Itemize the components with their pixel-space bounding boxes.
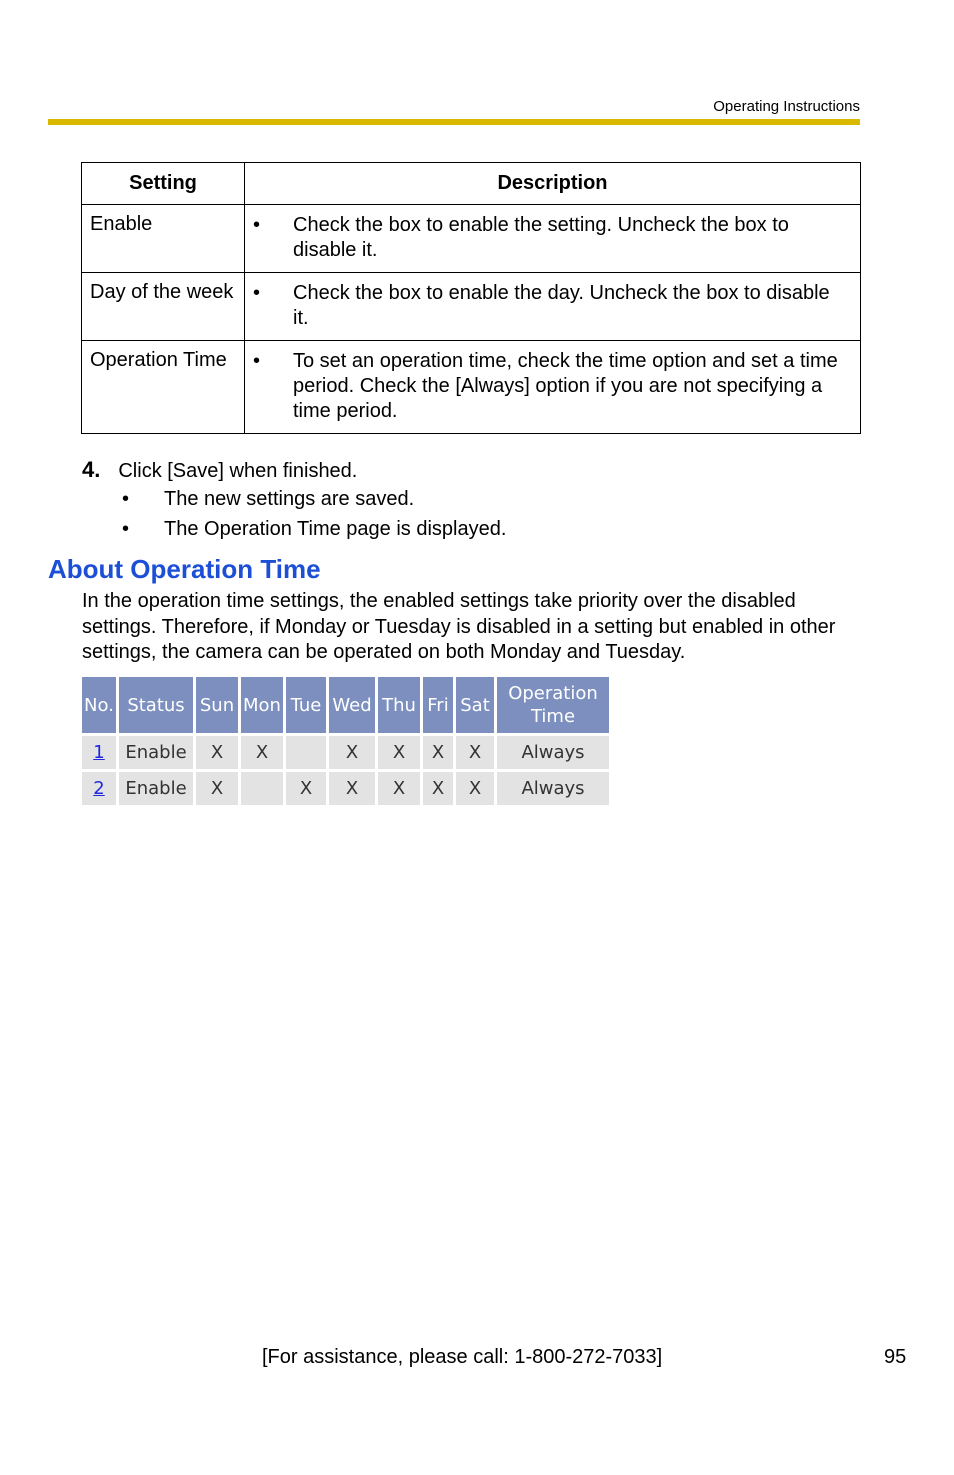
row-number-cell	[82, 736, 116, 769]
row-number-link[interactable]: 1	[93, 742, 105, 763]
bullet: •	[122, 518, 130, 540]
section-paragraph: In the operation time settings, the enabled settings take priority over the disabled settings. Therefore, if Monday or Tuesday is disabled in a setting but enabled in other settings, the camera can be operated on both Monday and Tuesday.	[82, 590, 836, 663]
mon-cell: X	[241, 736, 283, 769]
thu-cell: X	[378, 736, 420, 769]
description-text: Check the box to enable the setting. Uncheck the box to disable it.	[293, 214, 789, 261]
ui-table-header	[82, 677, 609, 733]
header-setting: Setting	[82, 163, 245, 205]
thu-cell: X	[378, 772, 420, 805]
settings-table-header	[82, 163, 861, 205]
sun-cell: X	[196, 772, 238, 805]
operation-time-screenshot-table	[79, 674, 612, 808]
header-rule	[48, 119, 860, 125]
table-row	[82, 772, 609, 805]
setting-cell: Operation Time	[82, 341, 245, 434]
list-item	[122, 488, 414, 511]
sun-cell: X	[196, 736, 238, 769]
header-mon: Mon	[241, 677, 283, 733]
row-number-link[interactable]: 2	[93, 778, 105, 799]
setting-cell: Day of the week	[82, 273, 245, 341]
list-item	[122, 518, 506, 541]
header-wed: Wed	[329, 677, 375, 733]
description-cell	[245, 205, 861, 273]
bullet: •	[253, 282, 261, 304]
header-description: Description	[245, 163, 861, 205]
time-cell: Always	[497, 772, 609, 805]
status-cell: Enable	[119, 772, 193, 805]
wed-cell: X	[329, 736, 375, 769]
sat-cell: X	[456, 736, 494, 769]
tue-cell	[286, 736, 326, 769]
header-sat: Sat	[456, 677, 494, 733]
table-row	[82, 341, 861, 434]
header-no: No.	[82, 677, 116, 733]
header-tue: Tue	[286, 677, 326, 733]
settings-table	[81, 162, 861, 434]
header-operation-time: Operation Time	[497, 677, 609, 733]
header-sun: Sun	[196, 677, 238, 733]
page-number: 95	[884, 1346, 907, 1368]
sat-cell: X	[456, 772, 494, 805]
table-row	[82, 205, 861, 273]
fri-cell: X	[423, 736, 453, 769]
tue-cell: X	[286, 772, 326, 805]
bullet: •	[122, 488, 130, 510]
mon-cell	[241, 772, 283, 805]
header-fri: Fri	[423, 677, 453, 733]
header-thu: Thu	[378, 677, 420, 733]
header-status: Status	[119, 677, 193, 733]
description-text: Check the box to enable the day. Uncheck the box to disable it.	[293, 282, 830, 329]
description-cell	[245, 341, 861, 434]
status-cell: Enable	[119, 736, 193, 769]
table-row	[82, 736, 609, 769]
list-item-text: The Operation Time page is displayed.	[164, 518, 507, 540]
bullet: •	[253, 350, 261, 372]
wed-cell: X	[329, 772, 375, 805]
list-item-text: The new settings are saved.	[164, 488, 415, 510]
footer-assistance: [For assistance, please call: 1-800-272-7033]	[262, 1346, 663, 1368]
section-title: About Operation Time	[48, 554, 321, 584]
row-number-cell	[82, 772, 116, 805]
time-cell: Always	[497, 736, 609, 769]
fri-cell: X	[423, 772, 453, 805]
step-text: Click [Save] when finished.	[118, 460, 358, 482]
bullet: •	[253, 214, 261, 236]
step-number: 4.	[82, 457, 101, 482]
step-4	[82, 456, 357, 485]
table-row	[82, 273, 861, 341]
setting-cell: Enable	[82, 205, 245, 273]
description-cell	[245, 273, 861, 341]
running-header: Operating Instructions	[713, 98, 860, 115]
description-text: To set an operation time, check the time option and set a time period. Check the [Always] option if you are not specifying a time period.	[293, 350, 838, 422]
